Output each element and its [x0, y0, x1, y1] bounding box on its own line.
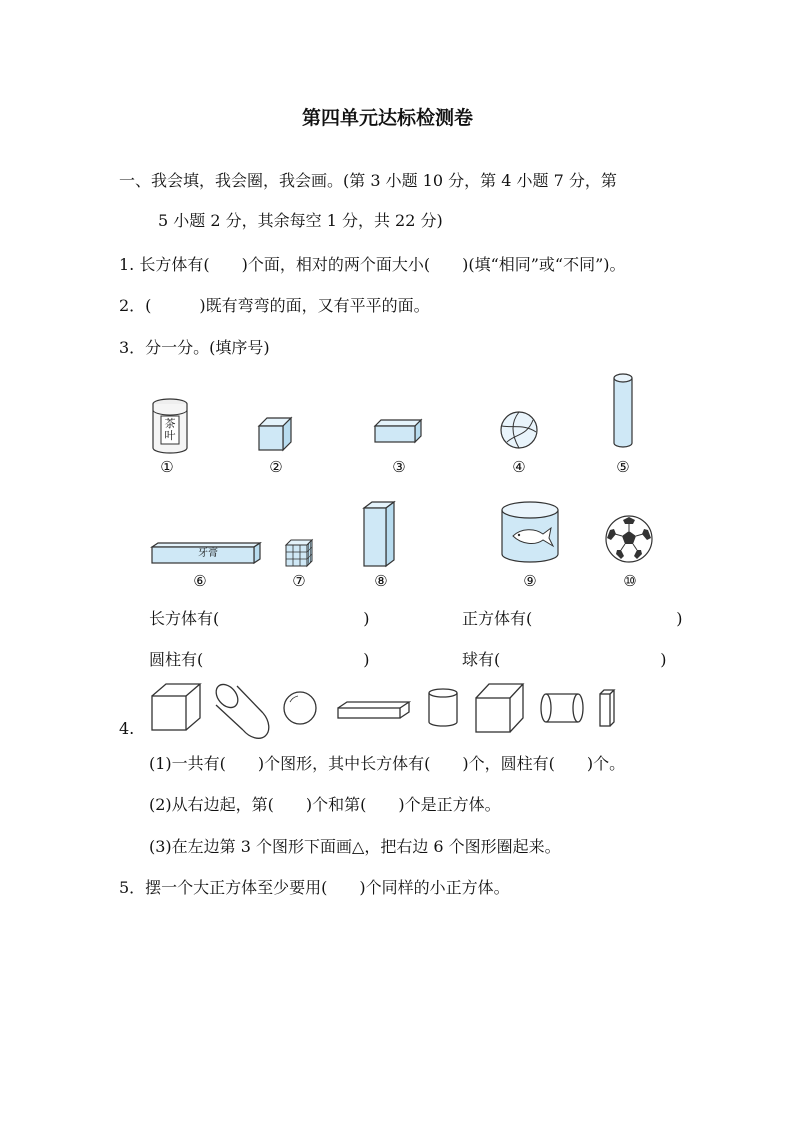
tea-can-text: 茶叶 — [164, 417, 176, 442]
question-4-label: 4. — [119, 719, 135, 738]
cylinder-answer-blank[interactable]: 圆柱有( ) — [149, 650, 370, 669]
thin-cuboid-icon — [600, 690, 614, 726]
soccer-ball-icon — [604, 514, 654, 564]
tea-can-figure — [150, 398, 190, 454]
sphere-icon — [284, 692, 316, 724]
item-number: ⑤ — [616, 458, 630, 476]
cuboid-answer-blank[interactable]: 长方体有( ) — [149, 609, 370, 628]
shapes-row — [150, 680, 630, 740]
item-number: ⑦ — [292, 572, 306, 590]
toothpaste-text: 牙膏 — [198, 548, 218, 559]
toothpaste-box-figure — [150, 541, 262, 567]
box-icon — [373, 418, 423, 444]
item-number: ⑧ — [374, 572, 388, 590]
item-number: ③ — [392, 458, 406, 476]
section-heading-line2: 5 小题 2 分，其余每空 1 分，共 22 分) — [158, 211, 443, 230]
cube-answer-blank[interactable]: 正方体有( ) — [462, 609, 683, 628]
item-number: ② — [269, 458, 283, 476]
item-number: ④ — [512, 458, 526, 476]
cylinder-tilted-icon — [212, 680, 269, 738]
item-number: ⑩ — [623, 572, 637, 590]
lying-cylinder-icon — [541, 694, 583, 722]
volleyball-icon — [499, 410, 539, 450]
sphere-answer-blank[interactable]: 球有( ) — [462, 650, 667, 669]
question-1: 1. 长方体有( )个面，相对的两个面大小( )(填“相同”或“不同”)。 — [119, 255, 626, 274]
question-5: 5．摆一个大正方体至少要用( )个同样的小正方体。 — [119, 878, 510, 897]
question-4-part-2: (2)从右边起，第( )个和第( )个是正方体。 — [149, 795, 501, 814]
question-3: 3．分一分。(填序号) — [119, 338, 270, 357]
question-4-part-1: (1)一共有( )个图形，其中长方体有( )个，圆柱有( )个。 — [149, 754, 626, 773]
flat-cuboid-icon — [338, 702, 409, 718]
cube-shape-2-icon — [476, 684, 523, 732]
short-cylinder-icon — [429, 689, 457, 726]
cube-shape-icon — [152, 684, 200, 730]
item-number: ① — [160, 458, 174, 476]
rubik-cube-icon — [284, 538, 314, 568]
tube-icon — [612, 373, 634, 449]
item-number: ⑨ — [523, 572, 537, 590]
page-title: 第四单元达标检测卷 — [302, 107, 474, 129]
cube-icon — [257, 416, 293, 452]
item-number: ⑥ — [193, 572, 207, 590]
tall-cuboid-icon — [362, 500, 396, 568]
section-heading-line1: 一、我会填，我会圈，我会画。(第 3 小题 10 分，第 4 小题 7 分，第 — [119, 171, 617, 190]
fish-tank-icon — [499, 500, 561, 566]
question-2: 2．( )既有弯弯的面，又有平平的面。 — [119, 296, 430, 315]
question-4-part-3: (3)在左边第 3 个图形下面画△，把右边 6 个图形圈起来。 — [149, 837, 561, 856]
